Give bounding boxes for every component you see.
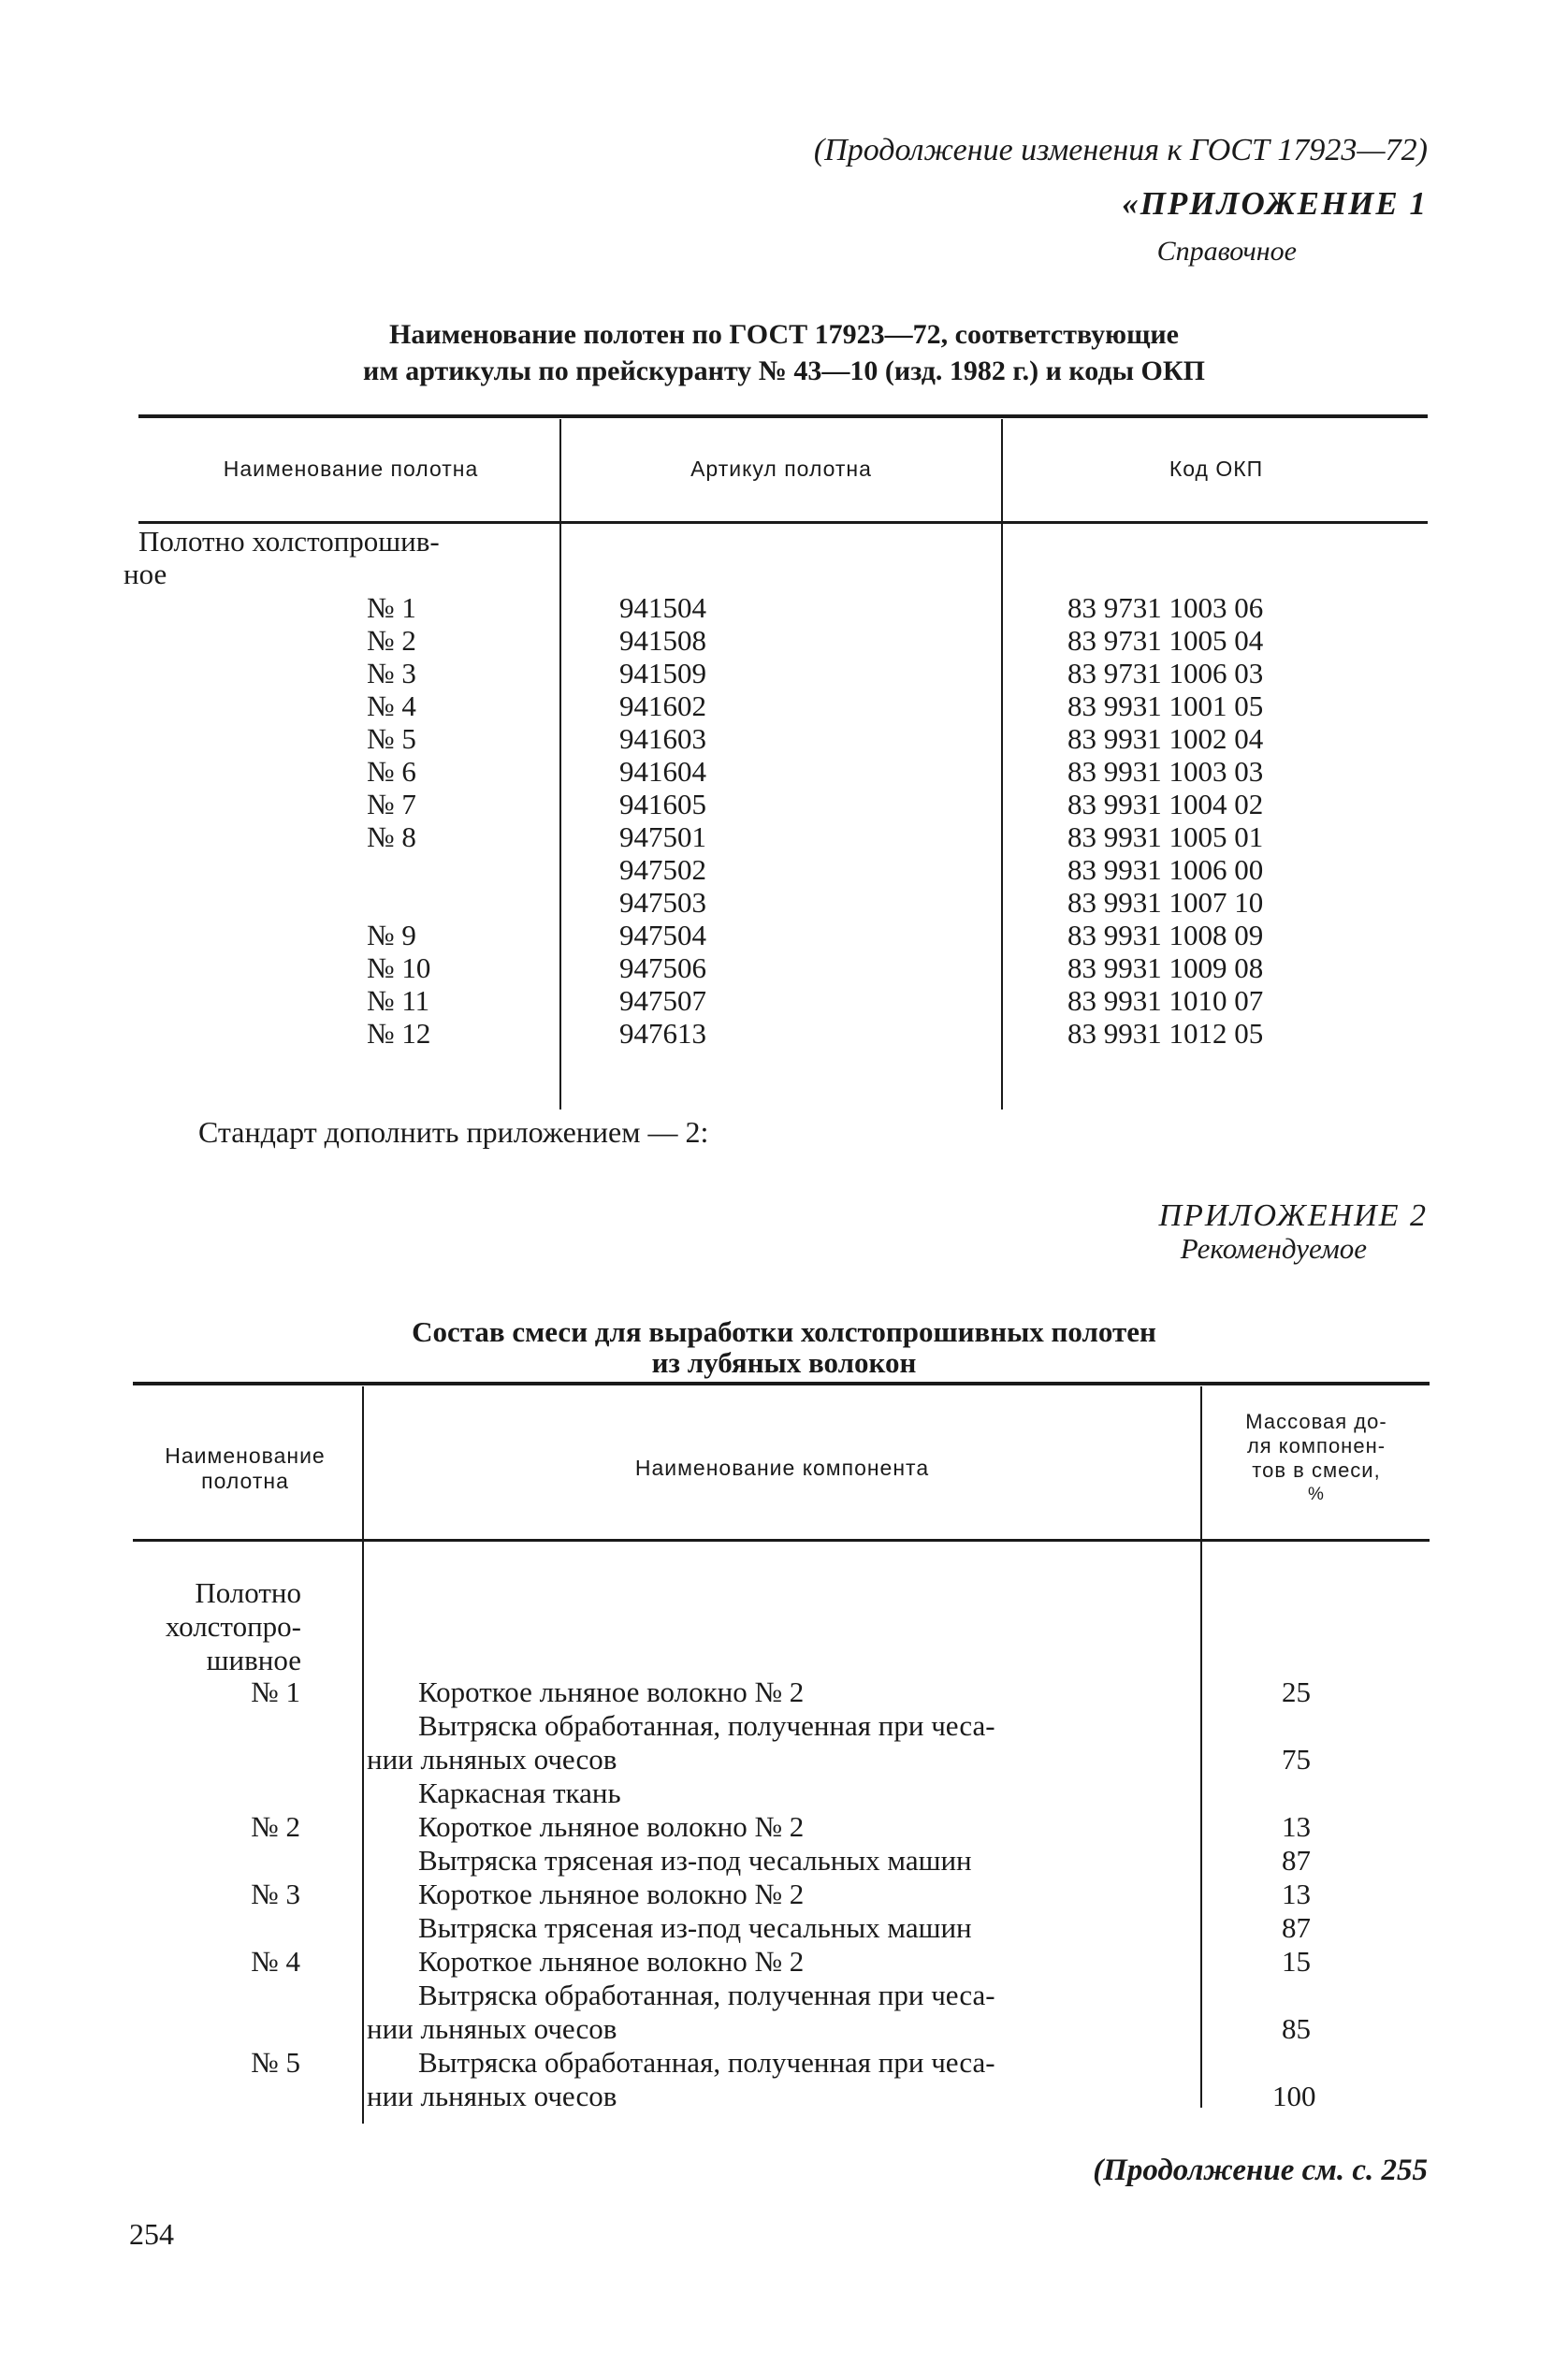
- table1-group-line1: Полотно холстопрошив-: [138, 525, 440, 558]
- cell-article: 947613: [619, 1017, 706, 1050]
- table1-group-label: [123, 525, 440, 590]
- continuation-footer: (Продолжение см. с. 255: [1093, 2154, 1428, 2187]
- table-row: [0, 788, 1568, 820]
- table-row: [0, 1810, 1568, 1844]
- cell-name: № 7: [367, 788, 416, 820]
- cell-value: 87: [1282, 1844, 1311, 1877]
- table-row: [0, 722, 1568, 755]
- cell-name: № 4: [251, 1945, 300, 1978]
- table1-title-line1: Наименование полотен по ГОСТ 17923—72, соответствующие: [388, 319, 1179, 350]
- cell-name: № 2: [251, 1810, 300, 1843]
- cell-value: 13: [1282, 1810, 1311, 1843]
- table2-title: [0, 1316, 1568, 1378]
- cell-name: № 9: [367, 919, 416, 951]
- table-row: [0, 853, 1568, 886]
- cell-value: 25: [1282, 1675, 1311, 1708]
- appendix2-label: ПРИЛОЖЕНИЕ 2: [1158, 1198, 1428, 1233]
- cell-value: 13: [1282, 1878, 1311, 1910]
- cell-code: 83 9731 1005 04: [1067, 624, 1264, 657]
- cell-code: 83 9931 1009 08: [1067, 951, 1264, 984]
- cell-code: 83 9931 1012 05: [1067, 1017, 1264, 1050]
- table2-header-mass-line3: тов в смеси,: [1252, 1458, 1381, 1482]
- table-row: [0, 1945, 1568, 1979]
- cell-article: 941509: [619, 657, 706, 689]
- table-row: [0, 2080, 1568, 2113]
- table1-top-rule: [138, 414, 1428, 418]
- table2-header-name-line2: полотна: [201, 1469, 289, 1493]
- cell-article: 941504: [619, 591, 706, 624]
- cell-article: 941603: [619, 722, 706, 755]
- cell-name: № 12: [367, 1017, 431, 1050]
- cell-code: 83 9931 1002 04: [1067, 722, 1264, 755]
- table2-header-mass: [1205, 1410, 1428, 1507]
- table2-top-rule: [133, 1382, 1430, 1385]
- table2-header-mass-line1: Массовая до-: [1245, 1410, 1387, 1433]
- table1-title-line2: им артикулы по прейскуранту № 43—10 (изд. 1982 г.) и коды ОКП: [363, 355, 1205, 386]
- table-row: [0, 1979, 1568, 2012]
- table-row: [0, 1743, 1568, 1777]
- cell-component: Вытряска трясеная из-под чесальных машин: [418, 1844, 972, 1877]
- cell-component: Вытряска обработанная, полученная при чеса-: [418, 1979, 995, 2011]
- cell-code: 83 9931 1007 10: [1067, 886, 1264, 919]
- cell-name: № 3: [367, 657, 416, 689]
- table-row: [0, 951, 1568, 984]
- table-row: [0, 886, 1568, 919]
- table-row: [0, 591, 1568, 624]
- cell-name: № 3: [251, 1878, 300, 1910]
- cell-component: нии льняных очесов: [367, 2080, 617, 2112]
- cell-name: № 1: [251, 1675, 300, 1708]
- table2-title-line2: из лубяных волокон: [651, 1346, 917, 1379]
- cell-article: 947507: [619, 984, 706, 1017]
- table-row: [0, 624, 1568, 657]
- cell-article: 947504: [619, 919, 706, 951]
- cell-component: Вытряска трясеная из-под чесальных машин: [418, 1911, 972, 1944]
- table1-group-line2: ное: [123, 558, 167, 590]
- cell-component: Короткое льняное волокно № 2: [418, 1810, 805, 1843]
- cell-name: № 4: [367, 689, 416, 722]
- table2-header-mass-line4: %: [1308, 1485, 1325, 1504]
- cell-name: № 11: [367, 984, 430, 1017]
- cell-article: 947503: [619, 886, 706, 919]
- cell-name: № 1: [367, 591, 416, 624]
- cell-component: Вытряска обработанная, полученная при чеса-: [418, 1709, 995, 1742]
- cell-value: 87: [1282, 1911, 1311, 1944]
- table2-header-component: Наименование компонента: [634, 1456, 930, 1480]
- appendix1-label: «ПРИЛОЖЕНИЕ 1: [1122, 185, 1428, 222]
- table-row: [0, 1709, 1568, 1743]
- table-row: [0, 1675, 1568, 1709]
- cell-article: 941604: [619, 755, 706, 788]
- table1-header-name: Наименование полотна: [223, 457, 479, 481]
- cell-code: 83 9931 1006 00: [1067, 853, 1264, 886]
- appendix2-status: Рекомендуемое: [1180, 1232, 1367, 1265]
- cell-component: Вытряска обработанная, полученная при чеса-: [418, 2046, 995, 2079]
- table1-header-rule: [138, 521, 1428, 524]
- cell-component: нии льняных очесов: [367, 1743, 617, 1776]
- cell-name: № 6: [367, 755, 416, 788]
- page-number: 254: [129, 2217, 174, 2251]
- table2-header-rule: [133, 1539, 1430, 1542]
- cell-article: 941605: [619, 788, 706, 820]
- table2-group-line3: шивное: [206, 1644, 301, 1676]
- cell-article: 941508: [619, 624, 706, 657]
- table1-header-code: Код ОКП: [1169, 457, 1264, 481]
- cell-name: № 8: [367, 820, 416, 853]
- continuation-header: (Продолжение изменения к ГОСТ 17923—72): [813, 133, 1428, 167]
- table1-header-article: Артикул полотна: [690, 457, 872, 481]
- cell-code: 83 9931 1010 07: [1067, 984, 1264, 1017]
- table-row: [0, 755, 1568, 788]
- table2-header-mass-line2: ля компонен-: [1246, 1434, 1387, 1458]
- table-row: [0, 1017, 1568, 1050]
- cell-component: Короткое льняное волокно № 2: [418, 1878, 805, 1910]
- table-row: [0, 2012, 1568, 2046]
- table-row: [0, 2046, 1568, 2080]
- cell-name: № 10: [367, 951, 431, 984]
- cell-name: № 5: [367, 722, 416, 755]
- table1-title: [0, 316, 1568, 389]
- appendix1-status: Справочное: [1156, 236, 1297, 267]
- table2-header-name: [133, 1443, 357, 1494]
- cell-component: нии льняных очесов: [367, 2012, 617, 2045]
- table-row: [0, 1911, 1568, 1945]
- cell-article: 947502: [619, 853, 706, 886]
- cell-value: 100: [1272, 2080, 1316, 2112]
- table2-header-name-line1: Наименование: [165, 1443, 326, 1468]
- table-row: [0, 657, 1568, 689]
- cell-value: 75: [1282, 1743, 1311, 1776]
- table2-title-line1: Состав смеси для выработки холстопрошивных полотен: [412, 1315, 1156, 1348]
- table2-group-label: [133, 1576, 301, 1677]
- table-row: [0, 984, 1568, 1017]
- table-row: [0, 820, 1568, 853]
- table2-group-line1: Полотно: [195, 1576, 301, 1609]
- cell-component: Короткое льняное волокно № 2: [418, 1945, 805, 1978]
- cell-code: 83 9931 1004 02: [1067, 788, 1264, 820]
- table2-group-line2: холстопро-: [165, 1610, 301, 1643]
- cell-article: 941602: [619, 689, 706, 722]
- cell-code: 83 9731 1006 03: [1067, 657, 1264, 689]
- table-row: [0, 1878, 1568, 1911]
- cell-name: № 5: [251, 2046, 300, 2079]
- table2-col-divider-1: [362, 1386, 364, 1540]
- cell-article: 947501: [619, 820, 706, 853]
- table-row: [0, 1844, 1568, 1878]
- cell-code: 83 9731 1003 06: [1067, 591, 1264, 624]
- cell-component: Каркасная ткань: [418, 1777, 621, 1809]
- cell-code: 83 9931 1008 09: [1067, 919, 1264, 951]
- table2-col-divider-2: [1200, 1386, 1202, 1540]
- addendum-text: Стандарт дополнить приложением — 2:: [198, 1115, 709, 1149]
- cell-code: 83 9931 1005 01: [1067, 820, 1264, 853]
- cell-component: Короткое льняное волокно № 2: [418, 1675, 805, 1708]
- table-row: [0, 919, 1568, 951]
- cell-value: 85: [1282, 2012, 1311, 2045]
- table-row: [0, 1777, 1568, 1810]
- table-row: [0, 689, 1568, 722]
- cell-value: 15: [1282, 1945, 1311, 1978]
- cell-article: 947506: [619, 951, 706, 984]
- cell-code: 83 9931 1001 05: [1067, 689, 1264, 722]
- cell-code: 83 9931 1003 03: [1067, 755, 1264, 788]
- cell-name: № 2: [367, 624, 416, 657]
